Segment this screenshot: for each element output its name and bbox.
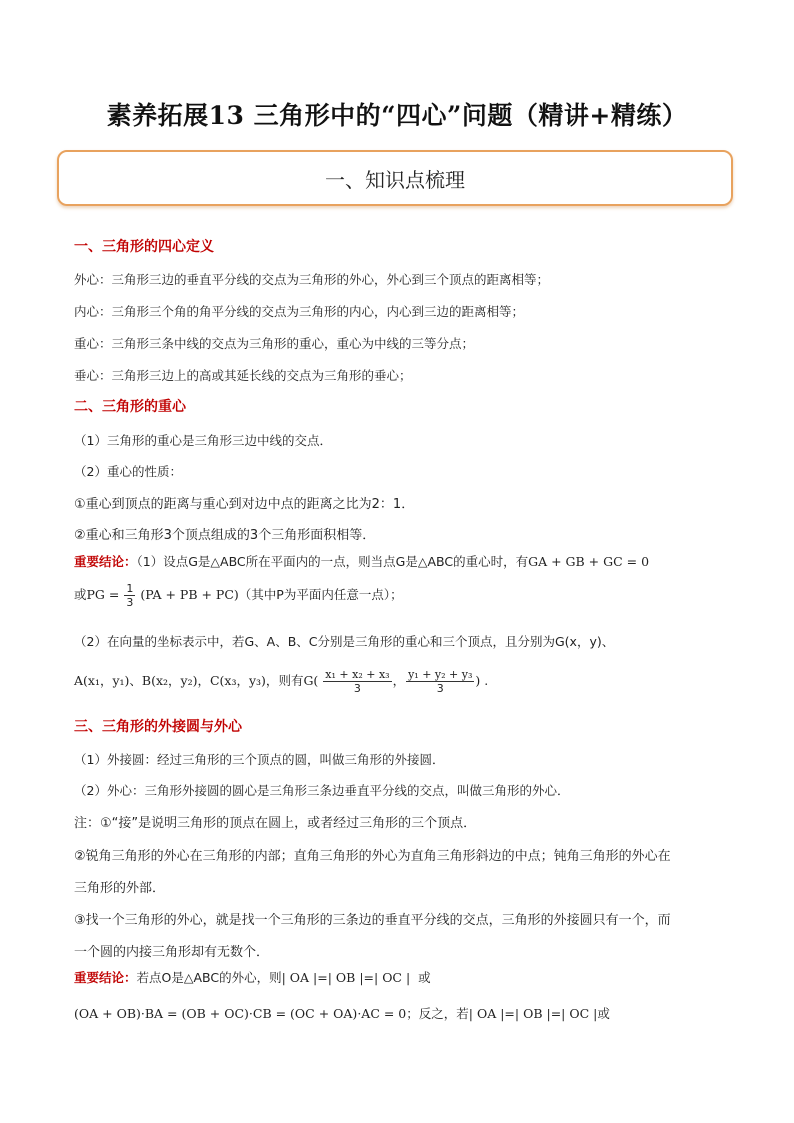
centroid-property-2: ②重心和三角形3个顶点组成的3个三角形面积相等． [74, 528, 376, 543]
def-centroid: 重心：三角形三条中线的交点为三角形的重心，重心为中线的三等分点； [74, 336, 475, 351]
section-title: 一、知识点梳理 [325, 167, 465, 192]
circum-item-1: （1）外接圆：经过三角形的三个顶点的圆，叫做三角形的外接圆． [74, 752, 445, 767]
centroid-item-2: （2）重心的性质： [74, 464, 182, 479]
heading-four-centers: 一、三角形的四心定义 [74, 239, 214, 255]
centroid-coordinates-2: A(x₁，y₁)、B(x₂，y₂)，C(x₃，y₃)，则有G( $\frac{\text{x₁ + x₂ + x₃}}{3}$ ， $\frac{\text{y₁ + y₂ + y₃}}{3}$ ) . [74, 668, 489, 695]
circum-note-3: ③找一个三角形的外心，就是找一个三角形的三条边的垂直平分线的交点，三角形的外接圆只有一个，而 [74, 913, 671, 928]
circum-item-2: （2）外心：三角形外接圆的圆心是三角形三条边垂直平分线的交点，叫做三角形的外心． [74, 783, 570, 798]
centroid-key-conclusion-1: 重要结论：（1）设点G是△ABC所在平面内的一点，则当点G是△ABC的重心时，有GA + GB + GC = 0 [74, 554, 650, 569]
centroid-key-conclusion-2: 或PG = $\frac{1}{3}$ (PA + PB + PC)（其中P为平面内任意一点）； [74, 582, 403, 609]
circum-key-conclusion-2: (OA + OB)·BA = (OB + OC)·CB = (OC + OA)·AC = 0；反之，若| OA |=| OB |=| OC |或 [74, 1006, 610, 1021]
fraction-x: $\frac{\text{x₁ + x₂ + x₃}}{3}$ [325, 668, 390, 695]
heading-circumcircle: 三、三角形的外接圆与外心 [74, 719, 242, 735]
centroid-coordinates-1: （2）在向量的坐标表示中，若G、A、B、C分别是三角形的重心和三个顶点，且分别为G(x，y)、 [74, 634, 615, 649]
heading-centroid: 二、三角形的重心 [74, 399, 186, 415]
def-incenter: 内心：三角形三个角的角平分线的交点为三角形的内心，内心到三边的距离相等； [74, 304, 525, 319]
centroid-property-1: ①重心到顶点的距离与重心到对边中点的距离之比为2：1． [74, 497, 415, 512]
fraction-one-third: $\frac{1}{3}$ [126, 582, 134, 609]
circum-note-2-cont: 三角形的外部． [74, 881, 166, 896]
circum-equal-length: | OA |=| OB |=| OC | [281, 970, 411, 985]
circum-key-conclusion-1: 重要结论：若点O是△ABC的外心，则| OA |=| OB |=| OC | 或 [74, 970, 431, 985]
circum-note-2: ②锐角三角形的外心在三角形的内部；直角三角形的外心为直角三角形斜边的中点；钝角三角形的外心在 [74, 849, 671, 864]
section-banner [57, 150, 733, 206]
circum-note-1: 注：①“接”是说明三角形的顶点在圆上，或者经过三角形的三个顶点． [74, 816, 477, 831]
page-title: 素养拓展13 三角形中的“四心”问题（精讲+精练） [106, 101, 688, 130]
key-label: 重要结论： [74, 554, 137, 569]
def-orthocenter: 垂心：三角形三边上的高或其延长线的交点为三角形的垂心； [74, 368, 412, 383]
centroid-item-1: （1）三角形的重心是三角形三边中线的交点． [74, 433, 332, 448]
def-circumcenter: 外心：三角形三边的垂直平分线的交点为三角形的外心，外心到三个顶点的距离相等； [74, 272, 550, 287]
fraction-y: $\frac{\text{y₁ + y₂ + y₃}}{3}$ [408, 668, 473, 695]
circum-note-3-cont: 一个圆的内接三角形却有无数个． [74, 945, 270, 960]
circum-dot-product-eq: (OA + OB)·BA = (OB + OC)·CB = (OC + OA)·AC = 0 [74, 1006, 407, 1021]
centroid-vector-eq: GA + GB + GC = 0 [528, 554, 650, 569]
